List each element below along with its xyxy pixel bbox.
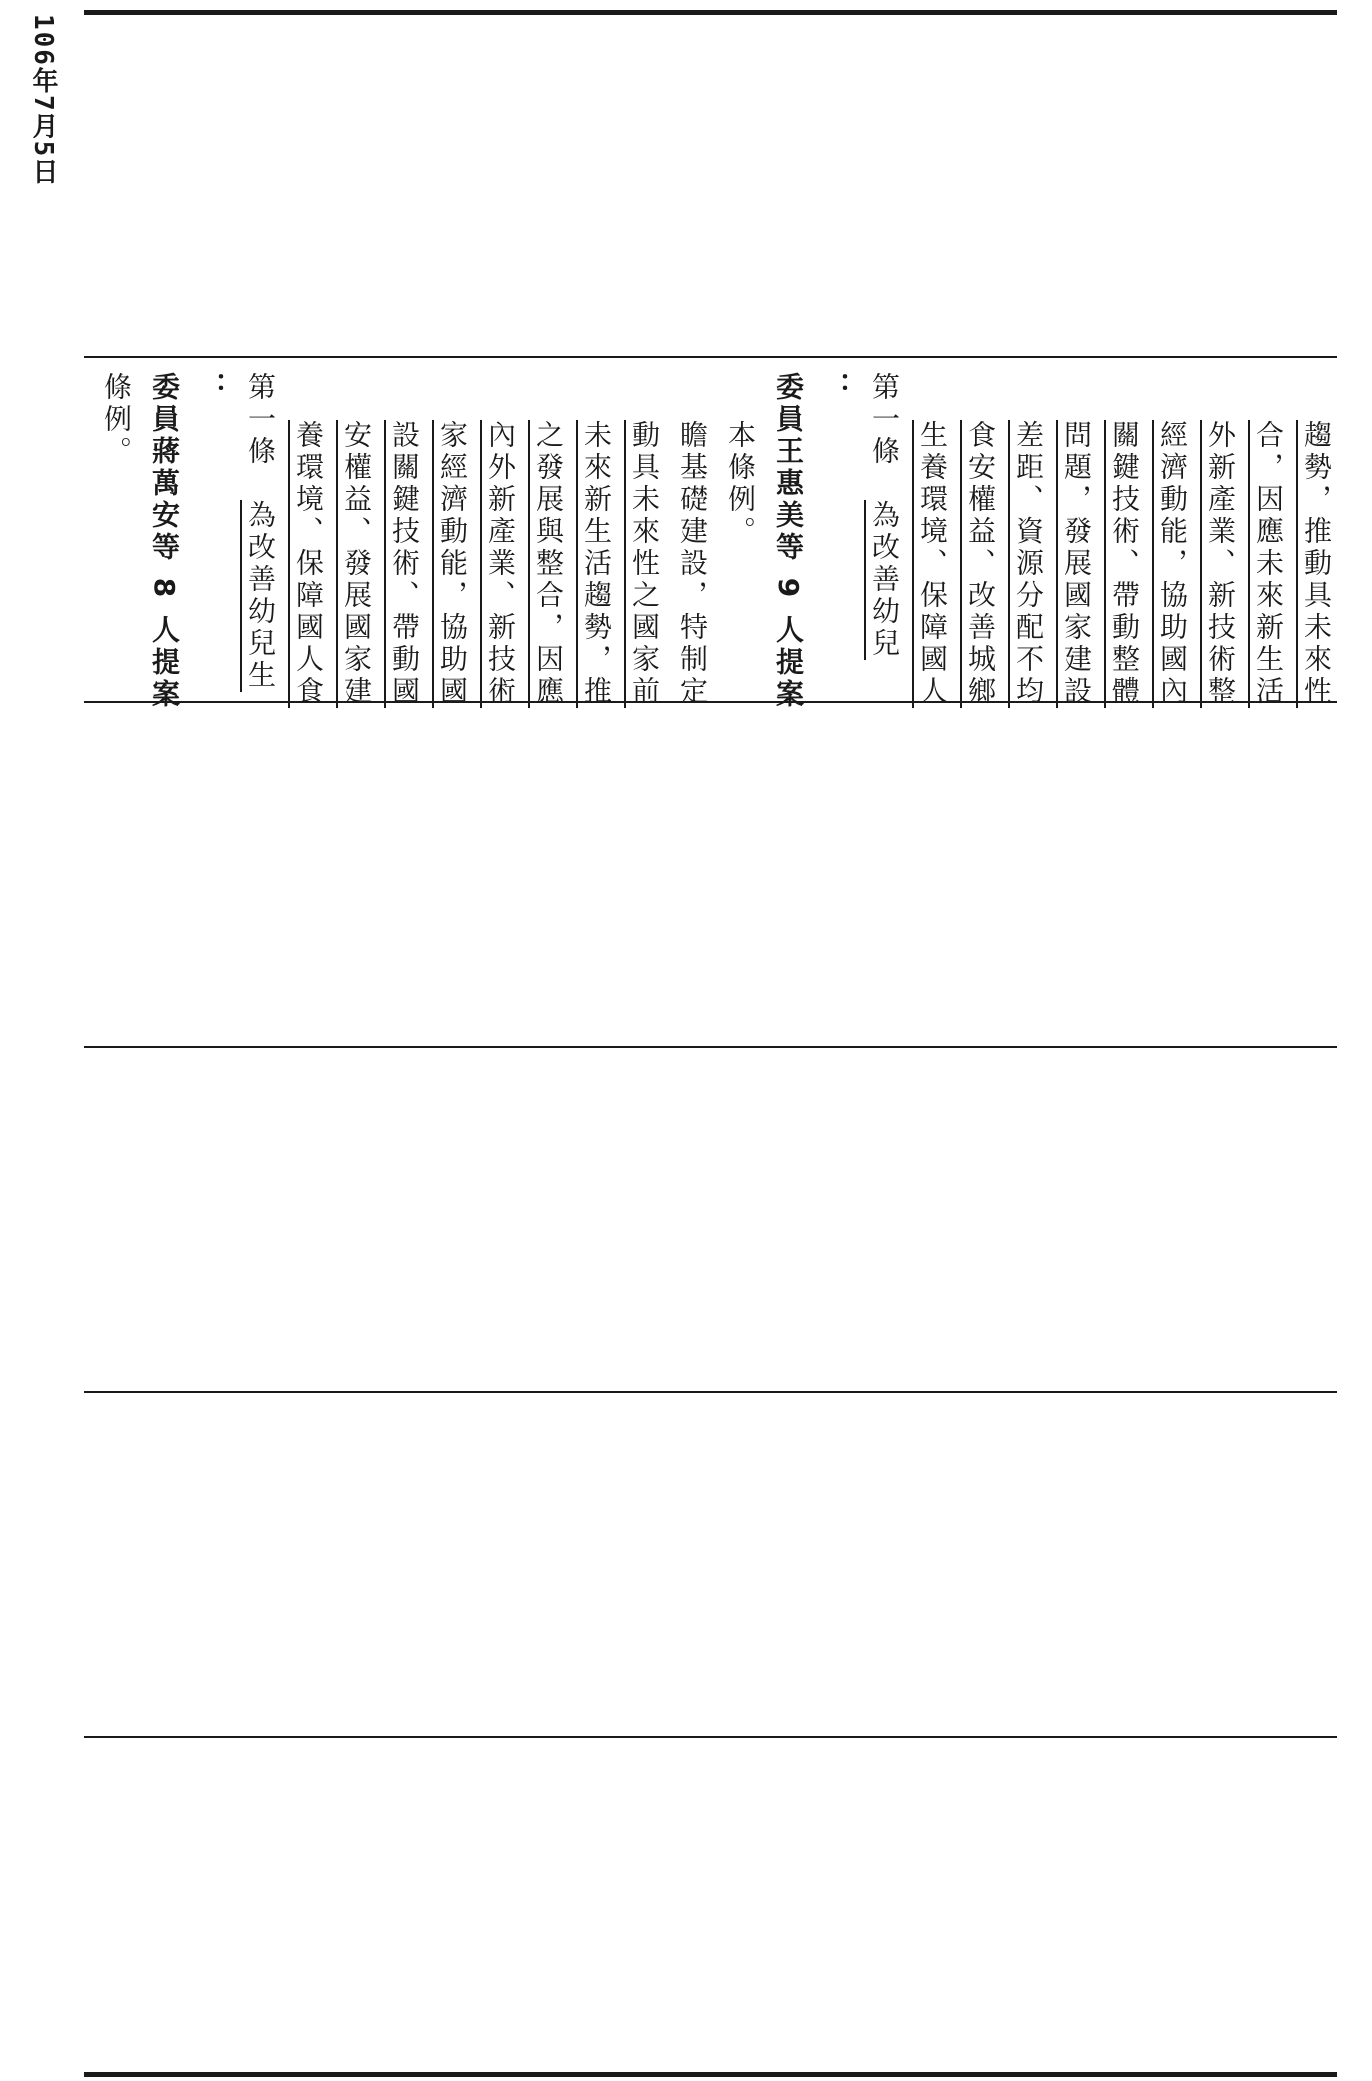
text-column: 問題，發展國家建設 xyxy=(1060,420,1093,708)
text-column: 瞻基礎建設，特制定 xyxy=(676,420,709,708)
text-column: 委員王惠美等 9 人提案 xyxy=(772,372,805,711)
text-column: 家經濟動能，協助國 xyxy=(436,420,469,708)
text-column: 內外新產業、新技術 xyxy=(484,420,517,708)
text-column: 安權益、發展國家建 xyxy=(340,420,373,708)
article-text: 為改善幼兒生 xyxy=(244,500,277,692)
article-prefix: 第一條 xyxy=(868,372,901,500)
text-column: 生養環境、保障國人 xyxy=(916,420,949,708)
text-column: 趨勢，推動具未來性 xyxy=(1300,420,1333,708)
text-column: 委員蔣萬安等 8 人提案 xyxy=(148,372,181,711)
text-column: 食安權益、改善城鄉 xyxy=(964,420,997,708)
row-divider-3 xyxy=(84,1046,1337,1048)
text-column: 未來新生活趨勢，推 xyxy=(580,420,613,708)
row-divider-4 xyxy=(84,1391,1337,1393)
text-column: 經濟動能，協助國內 xyxy=(1156,420,1189,708)
text-column xyxy=(240,372,280,692)
article-text: 為改善幼兒 xyxy=(868,500,901,660)
text-column: 外新產業、新技術整 xyxy=(1204,420,1237,708)
article-prefix: 第一條 xyxy=(244,372,277,500)
text-column: 養環境、保障國人食 xyxy=(292,420,325,708)
proposal-cell xyxy=(84,358,1337,711)
bottom-rule xyxy=(84,2072,1337,2077)
text-column: 差距、資源分配不均 xyxy=(1012,420,1045,708)
text-column: ： xyxy=(196,372,229,404)
text-column: 之發展與整合，因應 xyxy=(532,420,565,708)
text-column: 動具未來性之國家前 xyxy=(628,420,661,708)
row-divider-5 xyxy=(84,1736,1337,1738)
date-header: 106年7月5日 xyxy=(28,14,58,187)
text-column: 條例。 xyxy=(100,372,133,468)
text-column: 設關鍵技術、帶動國 xyxy=(388,420,421,708)
text-column: 關鍵技術、帶動整體 xyxy=(1108,420,1141,708)
text-column: 本條例。 xyxy=(724,420,757,548)
text-column: 合，因應未來新生活 xyxy=(1252,420,1285,708)
top-rule xyxy=(84,10,1337,15)
text-column: ： xyxy=(820,372,853,404)
text-column xyxy=(864,372,904,660)
